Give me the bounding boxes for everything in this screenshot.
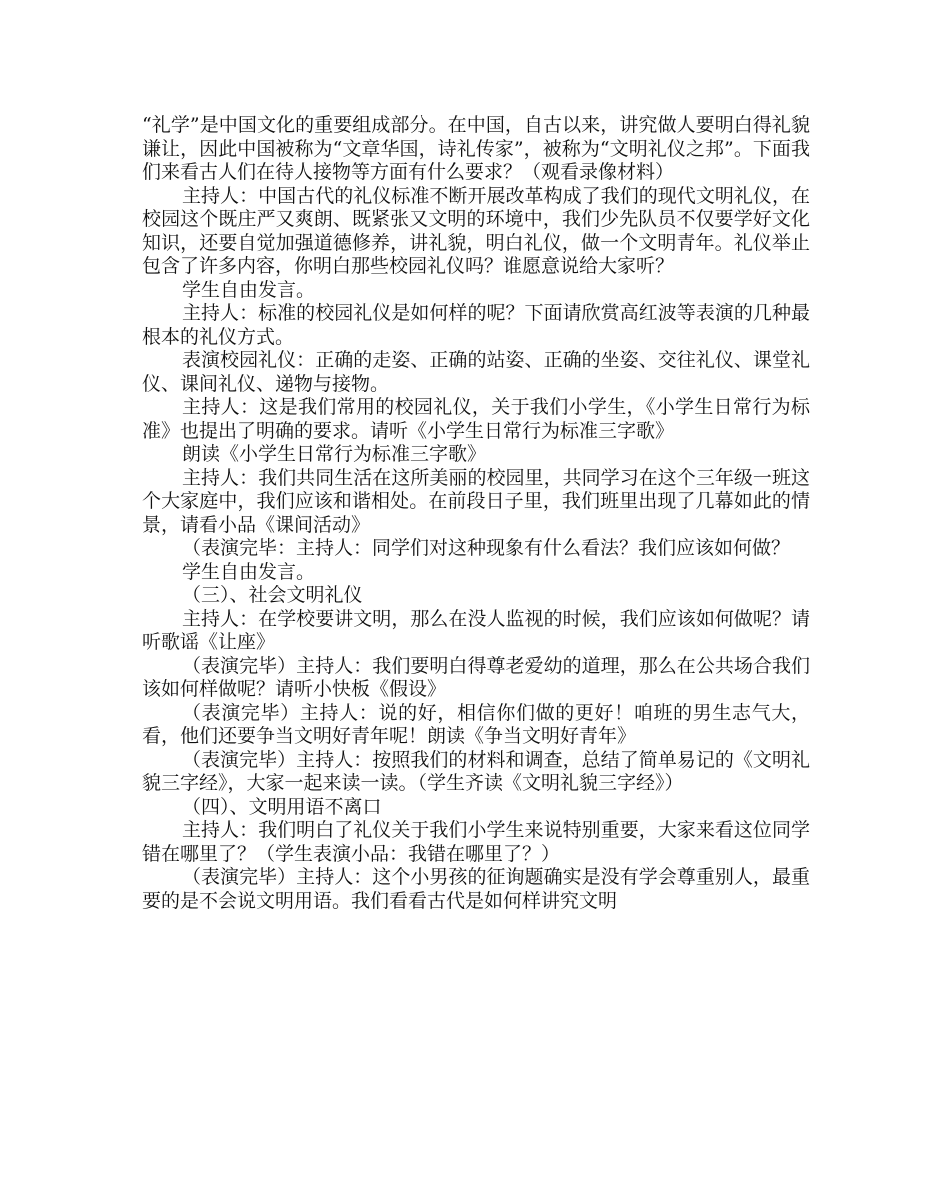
paragraph-host-ancient-etiquette: 主持人：中国古代的礼仪标准不断开展改革构成了我们的现代文明礼仪，在校园这个既庄严又爽朗、既紧张又文明的环境中，我们少先队员不仅要学好文化知识，还要自觉加强道德修养，讲礼貌，明白礼仪，做一个文明青年。礼仪举止包含了许多内容，你明白那些校园礼仪吗？谁愿意说给大家听？ bbox=[142, 184, 810, 277]
paragraph-intro: “礼学”是中国文化的重要组成部分。在中国，自古以来，讲究做人要明白得礼貌谦让，因此中国被称为“文章华国，诗礼传家”，被称为“文明礼仪之邦”。下面我们来看古人们在待人接物等方面有什么要求？（观看录像材料） bbox=[142, 114, 810, 183]
paragraph-host-standard-etiquette: 主持人：标准的校园礼仪是如何样的呢？下面请欣赏高红波等表演的几种最根本的礼仪方式。 bbox=[142, 302, 810, 348]
paragraph-host-whats-wrong: 主持人：我们明白了礼仪关于我们小学生来说特别重要，大家来看这位同学错在哪里了？（学生表演小品：我错在哪里了？） bbox=[142, 819, 810, 865]
paragraph-host-good-youth: （表演完毕）主持人：说的好，相信你们做的更好！咱班的男生志气大，看，他们还要争当文明好青年呢！朗读《争当文明好青年》 bbox=[142, 701, 810, 747]
paragraph-student-speech-1: 学生自由发言。 bbox=[182, 278, 316, 301]
paragraph-after-skit-question: （表演完毕：主持人：同学们对这种现象有什么看法？我们应该如何做？ bbox=[182, 537, 791, 559]
paragraph-host-respect: （表演完毕）主持人：这个小男孩的征询题确实是没有学会尊重别人，最重要的是不会说文明用语。我们看看古代是如何样讲究文明 bbox=[142, 866, 810, 912]
paragraph-host-daily-rules: 主持人：这是我们常用的校园礼仪，关于我们小学生，《小学生日常行为标准》也提出了明确的要求。请听《小学生日常行为标准三字歌》 bbox=[142, 396, 810, 442]
paragraph-student-speech-2: 学生自由发言。 bbox=[182, 560, 316, 583]
paragraph-host-three-char-classic: （表演完毕）主持人：按照我们的材料和调查，总结了简单易记的《文明礼貌三字经》，大家一起来读一读。（学生齐读《文明礼貌三字经》） bbox=[142, 748, 810, 794]
paragraph-host-kuaiban: （表演完毕）主持人：我们要明白得尊老爱幼的道理，那么在公共场合我们该如何样做呢？请听小快板《假设》 bbox=[142, 654, 810, 700]
paragraph-perform-campus-etiquette: 表演校园礼仪：正确的走姿、正确的站姿、正确的坐姿、交往礼仪、课堂礼仪、课间礼仪、递物与接物。 bbox=[142, 349, 810, 395]
paragraph-host-class-life: 主持人：我们共同生活在这所美丽的校园里，共同学习在这个三年级一班这个大家庭中，我们应该和谐相处。在前段日子里，我们班里出现了几幕如此的情景，请看小品《课间活动》 bbox=[142, 466, 810, 536]
paragraph-recite-three-char-song: 朗读《小学生日常行为标准三字歌》 bbox=[182, 443, 487, 465]
section-heading-polite-language: （四）、文明用语不离口 bbox=[182, 795, 382, 818]
paragraph-host-ballad: 主持人：在学校要讲文明，那么在没人监视的时候，我们应该如何做呢？请听歌谣《让座》 bbox=[142, 607, 810, 653]
section-heading-social-etiquette: （三）、社会文明礼仪 bbox=[182, 584, 363, 606]
document-body bbox=[142, 114, 810, 913]
